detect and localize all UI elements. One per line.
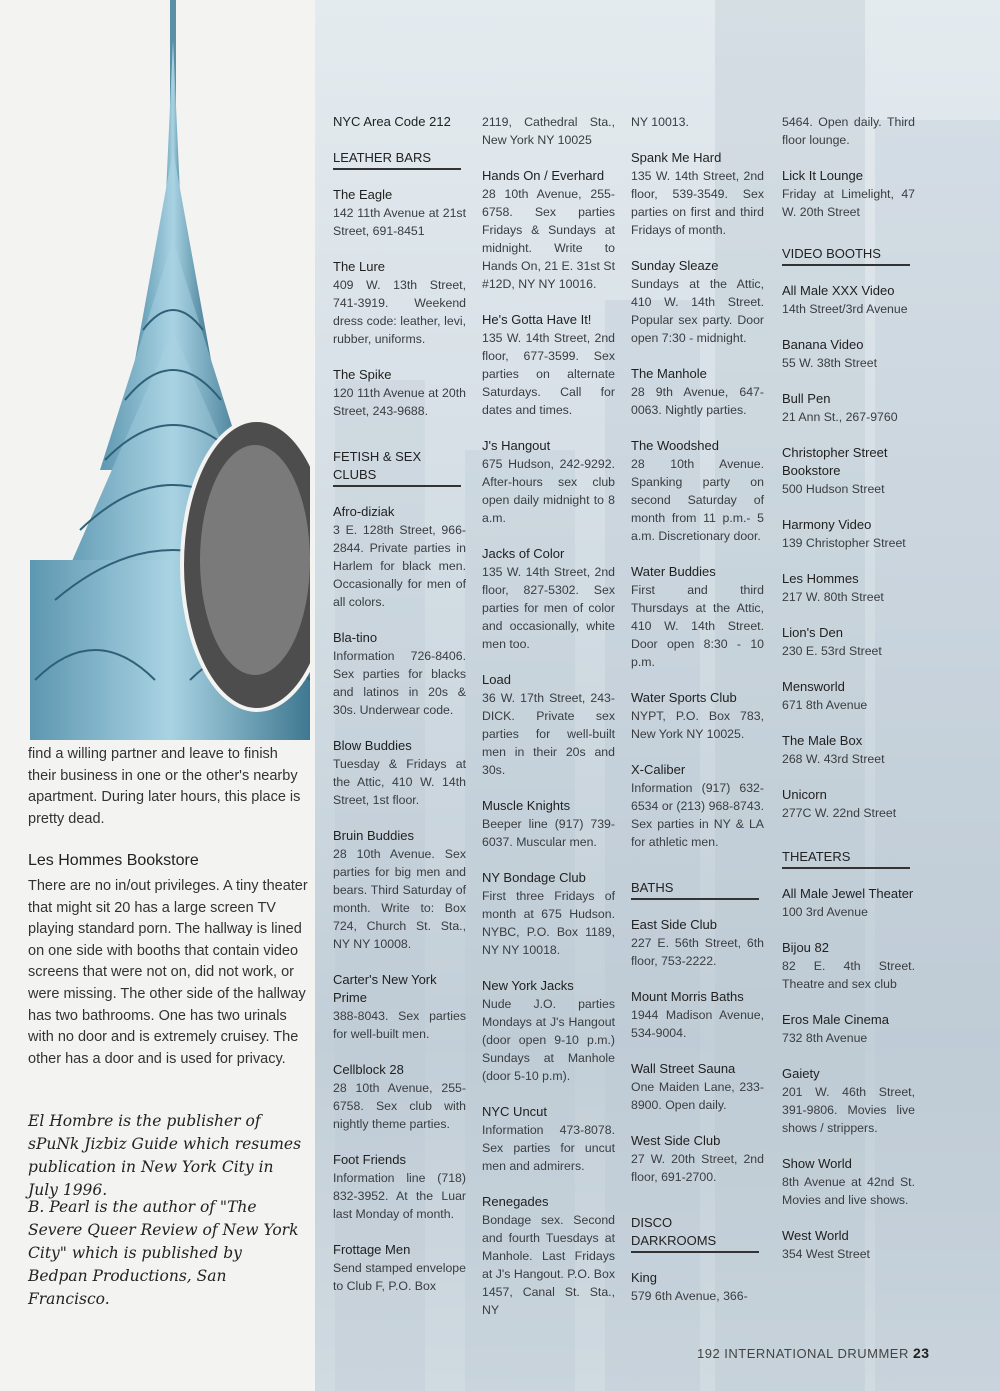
listing-name: NY Bondage Club: [482, 870, 586, 885]
listing-entry: [782, 167, 915, 221]
listing-name: The Manhole: [631, 366, 707, 381]
listing-entry: [782, 786, 915, 822]
area-code: NYC Area Code 212: [333, 114, 451, 129]
listing-entry: [782, 732, 915, 768]
listing-entry: [631, 689, 764, 743]
listing-name: Mensworld: [782, 679, 845, 694]
listing-entry: [631, 149, 764, 239]
category-heading-theaters: THEATERS: [782, 848, 910, 869]
listing-detail: First three Fridays of month at 675 Hudson. NYBC, P.O. Box 1189, NY NY 10018.: [482, 889, 615, 957]
listing-detail: 28 10th Avenue. Sex parties for big men and bears. Third Saturday of month. Write to: Box 724, Church St. Sta., NY NY 10008.: [333, 847, 466, 951]
listing-name: The Woodshed: [631, 438, 719, 453]
listing-detail: 14th Street/3rd Avenue: [782, 302, 908, 316]
author-note-2: B. Pearl is the author of "The Severe Queer Review of New York City" which is published by Bedpan Productions, San Francisco.: [28, 1198, 299, 1308]
listing-detail: 268 W. 43rd Street: [782, 752, 885, 766]
listing-name: The Eagle: [333, 187, 393, 202]
listing-name: Christopher Street Bookstore: [782, 445, 888, 478]
listing-entry: [782, 1011, 915, 1047]
listing-detail: Tuesday & Fridays at the Attic, 410 W. 14th Street, 1st floor.: [333, 757, 466, 807]
listing-detail: 1944 Madison Avenue, 534-9004.: [631, 1008, 764, 1040]
listing-detail: 3 E. 128th Street, 966-2844. Private parties in Harlem for black men. Occasionally for men of all colors.: [333, 523, 466, 609]
listing-detail: Information line (718) 832-3952. At the Luar last Monday of month.: [333, 1171, 466, 1221]
left-column: [0, 0, 315, 1391]
listing-detail: 28 10th Avenue, 255-6758. Sex parties Fridays & Sundays at midnight. Write to Hands On, 21 E. 31st St #12D, NY NY 10016.: [482, 187, 615, 291]
listing-entry: [631, 988, 764, 1042]
listing-continuation: [482, 113, 615, 149]
page-number: 23: [913, 1345, 930, 1361]
listing-entry: [782, 516, 915, 552]
listing-entry: [782, 336, 915, 372]
listing-detail: 100 3rd Avenue: [782, 905, 868, 919]
listing-name: The Lure: [333, 259, 386, 274]
listing-entry: [482, 869, 615, 959]
listing-entry: [631, 437, 764, 545]
listing-name: The Male Box: [782, 733, 863, 748]
listing-detail: NYPT, P.O. Box 783, New York NY 10025.: [631, 709, 764, 741]
listing-entry: [482, 311, 615, 419]
listing-detail: Nude J.O. parties Mondays at J's Hangout (door open 9-10 p.m.) Sundays at Manhole (door 5-10 p.m).: [482, 997, 615, 1083]
listing-detail: 675 Hudson, 242-9292. After-hours sex club open daily midnight to 8 a.m.: [482, 457, 615, 525]
listing-name: NYC Uncut: [482, 1104, 548, 1119]
listing-detail: 21 Ann St., 267-9760: [782, 410, 898, 424]
listing-entry: [482, 167, 615, 293]
listing-detail: Friday at Limelight, 47 W. 20th Street: [782, 187, 915, 219]
listing-detail: 500 Hudson Street: [782, 482, 885, 496]
listing-name: Bull Pen: [782, 391, 831, 406]
listing-entry: [333, 366, 466, 420]
listing-detail: First and third Thursdays at the Attic, 410 W. 14th Street. Door open 8:30 - 10 p.m.: [631, 583, 764, 669]
listing-name: Banana Video: [782, 337, 864, 352]
listing-entry: [631, 365, 764, 419]
listing-name: West Side Club: [631, 1133, 721, 1148]
listing-detail: Sundays at the Attic, 410 W. 14th Street. Popular sex party. Door open 7:30 - midnight.: [631, 277, 764, 345]
listing-detail: 27 W. 20th Street, 2nd floor, 691-2700.: [631, 1152, 764, 1184]
listing-name: Load: [482, 672, 511, 687]
listing-detail: 120 11th Avenue at 20th Street, 243-9688.: [333, 386, 466, 418]
listing-detail: Bondage sex. Second and fourth Tuesdays at Manhole. Last Fridays at J's Hangout. P.O. Box 1457, Canal St. Sta., NY: [482, 1213, 615, 1317]
listing-name: East Side Club: [631, 917, 717, 932]
listing-detail: NY 10013.: [631, 115, 689, 129]
listing-detail: 409 W. 13th Street, 741-3919. Weekend dress code: leather, levi, rubber, uniforms.: [333, 278, 466, 346]
listing-entry: [631, 916, 764, 970]
listing-column-4: [782, 113, 915, 1281]
listing-entry: [333, 827, 466, 953]
listing-detail: 201 W. 46th Street, 391-9806. Movies live shows / strippers.: [782, 1085, 915, 1135]
listing-name: Spank Me Hard: [631, 150, 722, 165]
listing-entry: [333, 1151, 466, 1223]
page-footer: [697, 1345, 930, 1361]
listing-detail: 579 6th Avenue, 366-: [631, 1289, 748, 1303]
listing-detail: 28 9th Avenue, 647-0063. Nightly parties.: [631, 385, 764, 417]
listing-entry: [631, 563, 764, 671]
listing-detail: 732 8th Avenue: [782, 1031, 868, 1045]
listing-name: Water Sports Club: [631, 690, 737, 705]
listing-detail: 2119, Cathedral Sta., New York NY 10025: [482, 115, 615, 147]
listing-detail: 217 W. 80th Street: [782, 590, 884, 604]
listing-name: West World: [782, 1228, 849, 1243]
listing-detail: Information 726-8406. Sex parties for blacks and latinos in 20s & 30s. Underwear code.: [333, 649, 466, 717]
listing-name: King: [631, 1270, 658, 1285]
listing-name: Cellblock 28: [333, 1062, 404, 1077]
publication-name: 192 INTERNATIONAL DRUMMER: [697, 1346, 909, 1361]
listing-name: Lion's Den: [782, 625, 844, 640]
listing-name: Blow Buddies: [333, 738, 412, 753]
listing-detail: 142 11th Avenue at 21st Street, 691-8451: [333, 206, 466, 238]
listing-entry: [782, 678, 915, 714]
listing-entry: [482, 797, 615, 851]
listing-column-1: [333, 113, 466, 1313]
listing-detail: Information 473-8078. Sex parties for uncut men and admirers.: [482, 1123, 615, 1173]
author-note-1: El Hombre is the publisher of sPuNk Jizbiz Guide which resumes publication in New York City in July 1996.: [28, 1112, 302, 1199]
listing-detail: 277C W. 22nd Street: [782, 806, 897, 820]
listing-detail: 36 W. 17th Street, 243-DICK. Private sex parties for well-built men in their 20s and 30s.: [482, 691, 615, 777]
listing-entry: [782, 1227, 915, 1263]
listing-entry: [782, 282, 915, 318]
listing-name: The Spike: [333, 367, 392, 382]
listing-detail: 230 E. 53rd Street: [782, 644, 882, 658]
listing-entry: [631, 761, 764, 851]
listing-detail: 5464. Open daily. Third floor lounge.: [782, 115, 915, 147]
chrysler-spire-illustration: [25, 0, 310, 740]
listing-entry: [333, 1241, 466, 1295]
listing-name: Afro-diziak: [333, 504, 395, 519]
listing-name: He's Gotta Have It!: [482, 312, 592, 327]
listing-name: J's Hangout: [482, 438, 551, 453]
listing-detail: Information (917) 632-6534 or (213) 968-8743. Sex parties in NY & LA for athletic men.: [631, 781, 764, 849]
listing-name: Eros Male Cinema: [782, 1012, 889, 1027]
listing-detail: 8th Avenue at 42nd St. Movies and live shows.: [782, 1175, 915, 1207]
listing-detail: 135 W. 14th Street, 2nd floor, 827-5302. Sex parties for men of color and occasionally, white men too.: [482, 565, 615, 651]
listing-detail: 135 W. 14th Street, 2nd floor, 677-3599. Sex parties on alternate Saturdays. Call for dates and times.: [482, 331, 615, 417]
listing-entry: [333, 737, 466, 809]
listing-detail: 82 E. 4th Street. Theatre and sex club: [782, 959, 915, 991]
listing-name: Harmony Video: [782, 517, 872, 532]
listing-name: Hands On / Everhard: [482, 168, 605, 183]
listing-entry: [482, 1193, 615, 1319]
listing-detail: 354 West Street: [782, 1247, 870, 1261]
listing-entry: [333, 971, 466, 1043]
listing-detail: 388-8043. Sex parties for well-built men.: [333, 1009, 466, 1041]
listing-entry: [482, 977, 615, 1085]
listing-name: Carter's New York Prime: [333, 972, 437, 1005]
article-paragraph-2: There are no in/out privileges. A tiny theater that might sit 20 has a large screen TV playing standard porn. The hallway is lined on one side with booths that contain video screens that were not on, did not work, or were missing. The other side of the hallway has two bathrooms. One has two urinals with no door and is extremely cruisey. The other has a door and is used for privacy.: [28, 878, 308, 1067]
listing-detail: Send stamped envelope to Club F, P.O. Box: [333, 1261, 466, 1293]
listing-column-2: [482, 113, 615, 1337]
listing-entry: [482, 437, 615, 527]
listing-name: Bruin Buddies: [333, 828, 414, 843]
category-heading-baths: BATHS: [631, 879, 759, 900]
listing-entry: [631, 1060, 764, 1114]
listing-entry: [333, 258, 466, 348]
listing-name: Wall Street Sauna: [631, 1061, 736, 1076]
listing-detail: 135 W. 14th Street, 2nd floor, 539-3549. Sex parties on first and third Fridays of month.: [631, 169, 764, 237]
category-heading-leather-bars: LEATHER BARS: [333, 149, 461, 170]
listing-entry: [782, 939, 915, 993]
listing-name: Frottage Men: [333, 1242, 411, 1257]
listing-name: Jacks of Color: [482, 546, 565, 561]
listing-name: All Male Jewel Theater: [782, 886, 914, 901]
listing-detail: 28 10th Avenue. Spanking party on second Saturday of month from 11 p.m.- 5 a.m. Discretionary door.: [631, 457, 764, 543]
article-paragraph-1: find a willing partner and leave to finish their business in one or the other's nearby apartment. During later hours, this place is pretty dead.: [28, 746, 301, 827]
listing-name: Unicorn: [782, 787, 827, 802]
section-title: Les Hommes Bookstore: [28, 852, 199, 869]
listing-entry: [333, 629, 466, 719]
listing-detail: 139 Christopher Street: [782, 536, 906, 550]
category-heading-fetish-sex-clubs: FETISH & SEX CLUBS: [333, 448, 461, 487]
listing-entry: [631, 1269, 764, 1305]
listing-entry: [782, 624, 915, 660]
category-heading-disco-darkrooms: DISCO DARKROOMS: [631, 1214, 759, 1253]
listing-name: Les Hommes: [782, 571, 859, 586]
listing-name: X-Caliber: [631, 762, 686, 777]
listing-entry: [333, 186, 466, 240]
listing-detail: Beeper line (917) 739-6037. Muscular men.: [482, 817, 615, 849]
listing-entry: [782, 1065, 915, 1137]
listing-name: Gaiety: [782, 1066, 820, 1081]
listing-name: Sunday Sleaze: [631, 258, 719, 273]
listing-entry: [631, 1132, 764, 1186]
listing-entry: [631, 257, 764, 347]
listing-continuation: [782, 113, 915, 149]
listing-name: Mount Morris Baths: [631, 989, 744, 1004]
listing-detail: 28 10th Avenue, 255-6758. Sex club with nightly theme parties.: [333, 1081, 466, 1131]
listing-name: Foot Friends: [333, 1152, 406, 1167]
listing-column-3: [631, 113, 764, 1323]
listing-detail: 55 W. 38th Street: [782, 356, 878, 370]
listing-entry: [782, 1155, 915, 1209]
listing-name: New York Jacks: [482, 978, 574, 993]
listing-name: Water Buddies: [631, 564, 716, 579]
listing-name: Renegades: [482, 1194, 549, 1209]
listing-entry: [782, 570, 915, 606]
listing-detail: One Maiden Lane, 233-8900. Open daily.: [631, 1080, 764, 1112]
listing-name: Muscle Knights: [482, 798, 571, 813]
listing-entry: [782, 444, 915, 498]
listing-detail: 671 8th Avenue: [782, 698, 868, 712]
listing-continuation: [631, 113, 764, 131]
listing-entry: [482, 671, 615, 779]
listing-entry: [482, 1103, 615, 1175]
listing-name: Bijou 82: [782, 940, 829, 955]
listing-entry: [333, 503, 466, 611]
listing-name: All Male XXX Video: [782, 283, 895, 298]
listing-detail: 227 E. 56th Street, 6th floor, 753-2222.: [631, 936, 764, 968]
listing-name: Show World: [782, 1156, 852, 1171]
listing-entry: [482, 545, 615, 653]
listing-entry: [782, 885, 915, 921]
category-heading-video-booths: VIDEO BOOTHS: [782, 245, 910, 266]
listing-entry: [782, 390, 915, 426]
listing-name: Bla-tino: [333, 630, 378, 645]
listing-entry: [333, 1061, 466, 1133]
listing-name: Lick It Lounge: [782, 168, 863, 183]
